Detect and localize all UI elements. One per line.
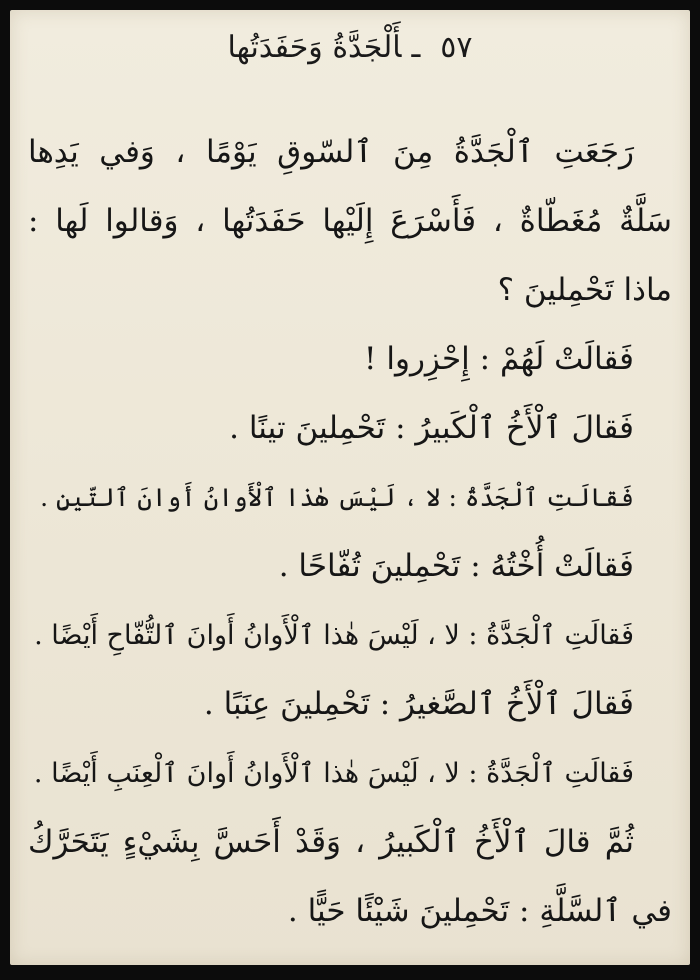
- text-line-1: رَجَعَتِ ٱلْجَدَّةُ مِنَ ٱلسّوقِ يَوْمًا ، وَفي يَدِها: [28, 134, 634, 170]
- text-line-10: فَقالَتِ ٱلْجَدَّةُ : لا ، لَيْسَ هٰذا ٱلْأَوانُ أَوانَ ٱلْعِنَبِ أَيْضًا .: [33, 758, 634, 789]
- text-line-7: فَقالَتْ أُخْتُهُ : تَحْمِلينَ تُفّاحًا .: [278, 548, 634, 584]
- document-page: [10, 10, 690, 965]
- text-line-5: فَقالَ ٱلْأَخُ ٱلْكَبيرُ : تَحْمِلينَ تينًا .: [229, 410, 634, 446]
- text-line-9: فَقالَ ٱلْأَخُ ٱلصَّغيرُ : تَحْمِلينَ عِنَبًا .: [203, 686, 634, 722]
- story-text: [28, 118, 672, 946]
- text-line-12: في ٱلسَّلَّةِ : تَحْمِلينَ شَيْئًا حَيًّا .: [287, 893, 672, 929]
- lesson-title: أَلْجَدَّةُ وَحَفَدَتُها: [227, 30, 402, 65]
- text-line-3: ماذا تَحْمِلينَ ؟: [497, 272, 672, 308]
- lesson-number: ٥٧: [440, 30, 473, 65]
- text-line-8: فَقالَتِ ٱلْجَدَّةُ : لا ، لَيْسَ هٰذا ٱلْأَوانُ أَوانَ ٱلتُّفّاحِ أَيْضًا .: [34, 620, 634, 651]
- text-line-4: فَقالَتْ لَهُمْ : إِحْزِروا !: [364, 341, 634, 377]
- page-title: [10, 28, 690, 68]
- text-line-11: ثُمَّ قالَ ٱلْأَخُ ٱلْكَبيرُ ، وَقَدْ أَحَسَّ بِشَيْءٍ يَتَحَرَّكُ: [28, 824, 634, 860]
- text-line-2: سَلَّةٌ مُغَطّاةٌ ، فَأَسْرَعَ إِلَيْها حَفَدَتُها ، وَقالوا لَها :: [28, 203, 672, 239]
- text-line-6: فَقالَتِ ٱلْجَدَّةُ : لا ، لَيْسَ هٰذا ٱلْأَوانُ أَوانَ ٱلتّينِ .: [40, 483, 634, 512]
- title-separator: ـ: [411, 30, 421, 65]
